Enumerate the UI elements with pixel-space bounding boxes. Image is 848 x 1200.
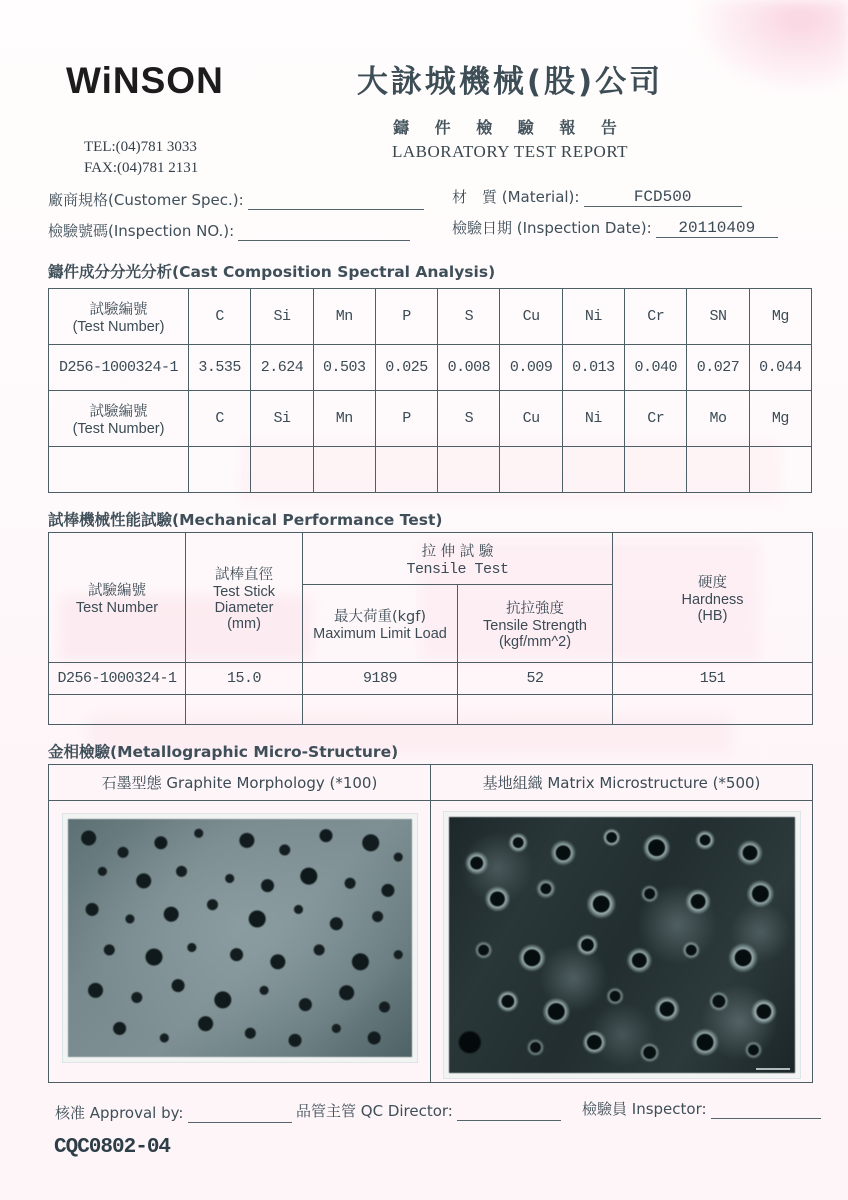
composition-value: 2.624 — [251, 345, 313, 391]
element-header: Mg — [749, 289, 811, 345]
mech-test-number-header: 試驗編號 Test Number — [49, 533, 186, 663]
element-header: Ni — [562, 391, 624, 447]
element-header: Mg — [749, 391, 811, 447]
composition-value: 0.008 — [438, 345, 500, 391]
element-header: P — [375, 289, 437, 345]
mechanical-section-title: 試棒機械性能試驗(Mechanical Performance Test) — [48, 511, 443, 529]
composition-value: 3.535 — [189, 345, 251, 391]
element-header: Cu — [500, 289, 562, 345]
element-header: Mn — [313, 289, 375, 345]
inspector-label: 檢驗員 Inspector: — [582, 1100, 707, 1118]
empty-cell — [625, 447, 687, 493]
material-label: 材 質 (Material): — [452, 188, 580, 206]
mechanical-data-row — [49, 663, 813, 695]
mech-hardness-value: 151 — [613, 663, 813, 695]
mech-max-load-value: 9189 — [303, 663, 458, 695]
material-field — [452, 186, 742, 207]
element-header: Mn — [313, 391, 375, 447]
mech-diameter-value: 15.0 — [186, 663, 303, 695]
fax-line: FAX:(04)781 2131 — [84, 160, 199, 176]
element-header: Ni — [562, 289, 624, 345]
element-header: S — [438, 391, 500, 447]
empty-cell — [375, 447, 437, 493]
composition-value: 0.009 — [500, 345, 562, 391]
report-title-chinese: 鑄 件 檢 驗 報 告 — [393, 118, 627, 137]
element-header: S — [438, 289, 500, 345]
composition-value: 0.503 — [313, 345, 375, 391]
form-number: CQC0802-04 — [54, 1136, 171, 1159]
empty-cell — [189, 447, 251, 493]
element-header: Mo — [687, 391, 749, 447]
approval-field — [55, 1102, 292, 1123]
composition-data-row-1 — [49, 345, 812, 391]
test-number-header-cell: 試驗編號 (Test Number) — [49, 391, 189, 447]
graphite-morphology-header: 石墨型態 Graphite Morphology (*100) — [49, 765, 431, 801]
matrix-photo-cell — [431, 801, 813, 1083]
element-header: C — [189, 289, 251, 345]
customer-spec-field — [48, 189, 424, 210]
test-number-header-cell: 試驗編號 (Test Number) — [49, 289, 189, 345]
inspection-no-label: 檢驗號碼(Inspection NO.): — [48, 222, 235, 240]
empty-cell — [458, 695, 613, 725]
empty-cell — [749, 447, 811, 493]
microstructure-header-row — [49, 765, 813, 801]
microstructure-photo-row — [49, 801, 813, 1083]
composition-section-title: 鑄件成分分光分析(Cast Composition Spectral Analysis) — [48, 263, 496, 281]
matrix-microstructure-header: 基地組織 Matrix Microstructure (*500) — [431, 765, 813, 801]
hardness-header: 硬度 Hardness (HB) — [613, 533, 813, 663]
inspection-date-field — [452, 217, 778, 238]
element-header: Cu — [500, 391, 562, 447]
logo-o-with-ball: O — [166, 60, 197, 101]
contact-block — [84, 137, 198, 179]
logo-text-right: N — [196, 60, 224, 101]
inspection-no-value-line — [238, 222, 410, 241]
microstructure-table — [48, 764, 813, 1083]
composition-value: 0.027 — [687, 345, 749, 391]
inspector-field — [582, 1098, 821, 1119]
tensile-strength-header: 抗拉強度 Tensile Strength (kgf/mm^2) — [458, 585, 613, 663]
mech-test-number-value: D256-1000324-1 — [49, 663, 186, 695]
element-header: SN — [687, 289, 749, 345]
mechanical-table — [48, 532, 813, 725]
element-header: Si — [251, 289, 313, 345]
inspection-no-field — [48, 220, 410, 241]
winson-logo — [66, 60, 224, 102]
logo-text-left: WiNS — [66, 60, 167, 101]
element-header: Cr — [625, 391, 687, 447]
graphite-morphology-micrograph — [62, 813, 418, 1063]
customer-spec-label: 廠商規格(Customer Spec.): — [48, 191, 244, 209]
empty-cell — [562, 447, 624, 493]
tel-line: TEL:(04)781 3033 — [84, 139, 197, 155]
empty-cell — [251, 447, 313, 493]
empty-cell — [613, 695, 813, 725]
empty-cell — [186, 695, 303, 725]
graphite-photo-cell — [49, 801, 431, 1083]
tensile-test-header: 拉 伸 試 驗 Tensile Test — [303, 533, 613, 585]
composition-value: 0.013 — [562, 345, 624, 391]
composition-header-row-2 — [49, 391, 812, 447]
report-title-block — [270, 56, 750, 162]
mech-tensile-strength-value: 52 — [458, 663, 613, 695]
empty-cell — [49, 447, 189, 493]
empty-cell — [438, 447, 500, 493]
composition-value: 0.040 — [625, 345, 687, 391]
element-header: P — [375, 391, 437, 447]
empty-cell — [687, 447, 749, 493]
element-header: Cr — [625, 289, 687, 345]
company-name: 大詠城機械(股)公司 — [356, 64, 664, 100]
composition-value: 0.025 — [375, 345, 437, 391]
inspection-date-value: 20110409 — [656, 219, 778, 238]
scale-bar — [756, 1065, 790, 1070]
mechanical-empty-row — [49, 695, 813, 725]
inspector-signature-line — [711, 1102, 821, 1119]
empty-cell — [500, 447, 562, 493]
inspection-date-label: 檢驗日期 (Inspection Date): — [452, 219, 652, 237]
mechanical-header-row-top — [49, 533, 813, 585]
composition-value: 0.044 — [749, 345, 811, 391]
micrograph-image — [449, 817, 795, 1073]
composition-data-row-2-empty — [49, 447, 812, 493]
micrograph-image — [68, 819, 412, 1057]
approval-label: 核准 Approval by: — [55, 1104, 184, 1122]
empty-cell — [303, 695, 458, 725]
approval-signature-line — [188, 1106, 292, 1123]
microstructure-section-title: 金相檢驗(Metallographic Micro-Structure) — [48, 743, 399, 761]
element-header: Si — [251, 391, 313, 447]
mech-diameter-header: 試棒直徑 Test Stick Diameter (mm) — [186, 533, 303, 663]
matrix-microstructure-micrograph — [443, 811, 801, 1079]
element-header: C — [189, 391, 251, 447]
max-load-header: 最大荷重(kgf) Maximum Limit Load — [303, 585, 458, 663]
customer-spec-value-line — [248, 191, 424, 210]
qc-director-label: 品管主管 QC Director: — [296, 1102, 453, 1120]
report-title-english: LABORATORY TEST REPORT — [391, 142, 629, 161]
test-number-value: D256-1000324-1 — [49, 345, 189, 391]
composition-table — [48, 288, 812, 493]
empty-cell — [313, 447, 375, 493]
qc-director-signature-line — [457, 1104, 561, 1121]
composition-header-row-1 — [49, 289, 812, 345]
qc-director-field — [296, 1100, 561, 1121]
empty-cell — [49, 695, 186, 725]
material-value: FCD500 — [584, 188, 742, 207]
